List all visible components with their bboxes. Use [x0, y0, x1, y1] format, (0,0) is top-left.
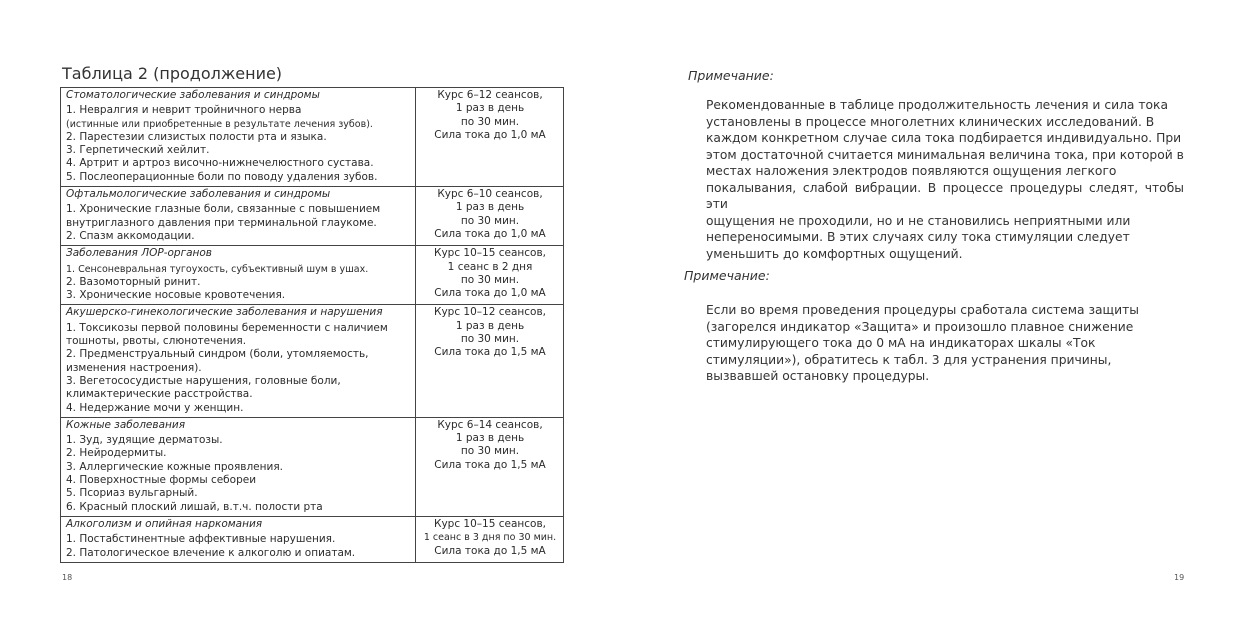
- dosage-cell: [416, 516, 564, 562]
- condition-item: 5. Псориаз вульгарный.: [66, 487, 198, 500]
- note-line: установлены в процессе многолетних клинических исследований. В: [706, 114, 1155, 129]
- condition-item: 3. Аллергические кожные проявления.: [66, 460, 283, 473]
- dosage-line: по 30 мин.: [460, 214, 520, 227]
- category-heading: Акушерско-гинекологические заболевания и нарушения: [66, 306, 383, 319]
- dosage-line: Сила тока до 1,0 мА: [434, 287, 546, 300]
- dosage-line: 1 сеанс в 3 дня по 30 мин.: [423, 532, 557, 544]
- dosage-line: Курс 10–15 сеансов,: [433, 247, 546, 260]
- condition-item: 1. Постабстинентные аффективные нарушения.: [66, 533, 336, 546]
- condition-item: 5. Послеоперационные боли по поводу удаления зубов.: [66, 170, 378, 183]
- condition-item: изменения настроения).: [66, 361, 202, 374]
- condition-cell: [61, 516, 416, 562]
- note-text-1: [706, 97, 1184, 262]
- dosage-cell: [416, 187, 564, 246]
- condition-item: 6. Красный плоский лишай, в.т.ч. полости рта: [66, 500, 323, 513]
- note-line: стимуляции»), обратитесь к табл. 3 для устранения причины,: [706, 352, 1112, 367]
- dosage-line: Сила тока до 1,5 мА: [434, 458, 546, 471]
- category-heading: Заболевания ЛОР-органов: [66, 247, 213, 260]
- condition-item: 3. Вегетососудистые нарушения, головные боли,: [66, 374, 341, 387]
- table-row: [61, 305, 564, 417]
- dosage-line: Сила тока до 1,5 мА: [434, 544, 546, 557]
- page-number-right: 19: [1174, 573, 1185, 582]
- dosage-cell: [416, 305, 564, 417]
- condition-item: 2. Патологическое влечение к алкоголю и опиатам.: [66, 546, 356, 559]
- table-row: [61, 187, 564, 246]
- condition-item: тошноты, рвоты, слюнотечения.: [66, 335, 247, 348]
- dosage-line: по 30 мин.: [460, 115, 520, 128]
- condition-item: 4. Недержание мочи у женщин.: [66, 401, 244, 414]
- note-text-2: [706, 302, 1184, 385]
- category-heading: Стоматологические заболевания и синдромы: [66, 89, 320, 101]
- dosage-line: 1 раз в день: [455, 201, 525, 214]
- condition-cell: [61, 246, 416, 305]
- condition-item: 3. Герпетический хейлит.: [66, 144, 210, 157]
- dosage-line: Сила тока до 1,0 мА: [434, 128, 546, 141]
- dosage-line: Курс 10–15 сеансов,: [433, 517, 546, 530]
- condition-item: 1. Невралгия и неврит тройничного нерва: [66, 104, 302, 117]
- note-line: Рекомендованные в таблице продолжительность лечения и сила тока: [706, 98, 1169, 112]
- condition-cell: [61, 88, 416, 187]
- dosage-line: по 30 мин.: [460, 333, 520, 346]
- condition-item: 2. Спазм аккомодации.: [66, 229, 195, 242]
- condition-cell: [61, 187, 416, 246]
- dosage-cell: [416, 417, 564, 516]
- condition-item: (истинные или приобретенные в результате лечения зубов).: [66, 118, 373, 130]
- condition-item: 4. Поверхностные формы себореи: [66, 474, 257, 487]
- dosage-line: 1 раз в день: [455, 432, 525, 445]
- condition-item: 1. Хронические глазные боли, связанные с повышением: [66, 203, 381, 216]
- dosage-line: Сила тока до 1,5 мА: [434, 346, 546, 359]
- dosage-line: 1 раз в день: [455, 319, 525, 332]
- condition-cell: [61, 417, 416, 516]
- dosage-line: Курс 6–10 сеансов,: [437, 188, 543, 201]
- table-row: [61, 246, 564, 305]
- note-line: уменьшить до комфортных ощущений.: [706, 246, 963, 261]
- condition-item: 4. Артрит и артроз височно-нижнечелюстного сустава.: [66, 157, 374, 170]
- note-line: Если во время проведения процедуры сработала система защиты: [706, 303, 1139, 317]
- condition-cell: [61, 305, 416, 417]
- page-number-left: 18: [62, 573, 73, 582]
- note-line: покалывания, слабой вибрации. В процессе процедуры следят, чтобы эти: [706, 180, 1184, 211]
- dosage-line: 1 раз в день: [455, 102, 525, 115]
- note-line: местах наложения электродов появляются ощущения легкого: [706, 164, 1117, 178]
- note-line: стимулирующего тока до 0 мА на индикаторах шкалы «Ток: [706, 336, 1096, 350]
- category-heading: Кожные заболевания: [66, 418, 186, 431]
- note-line: непереносимыми. В этих случаях силу тока стимуляции следует: [706, 230, 1130, 244]
- table-row: [61, 417, 564, 516]
- table-row: [61, 516, 564, 562]
- dosage-line: 1 сеанс в 2 дня: [447, 260, 533, 273]
- note-line: вызвавшей остановку процедуры.: [706, 369, 930, 383]
- table-row: [61, 88, 564, 187]
- note-line: (загорелся индикатор «Защита» и произошло плавное снижение: [706, 319, 1134, 334]
- dosage-line: Сила тока до 1,0 мА: [434, 227, 546, 240]
- condition-item: 2. Предменструальный синдром (боли, утомляемость,: [66, 348, 369, 361]
- table-title: Таблица 2 (продолжение): [62, 64, 283, 83]
- condition-item: 3. Хронические носовые кровотечения.: [66, 289, 286, 302]
- condition-item: климактерические расстройства.: [66, 388, 253, 401]
- dosage-cell: [416, 246, 564, 305]
- category-heading: Офтальмологические заболевания и синдромы: [66, 188, 331, 201]
- condition-item: 1. Токсикозы первой половины беременности с наличием: [66, 321, 388, 334]
- note-line: ощущения не проходили, но и не становились неприятными или: [706, 213, 1131, 228]
- dosage-cell: [416, 88, 564, 187]
- condition-item: 1. Зуд, зудящие дерматозы.: [66, 434, 223, 447]
- note-label-1: Примечание:: [688, 68, 774, 83]
- dosage-line: по 30 мин.: [460, 445, 520, 458]
- treatment-table: [60, 87, 564, 563]
- condition-item: внутриглазного давления при терминальной глаукоме.: [66, 216, 377, 229]
- dosage-line: Курс 6–14 сеансов,: [437, 418, 543, 431]
- note-line: каждом конкретном случае сила тока подбирается индивидуально. При: [706, 131, 1182, 145]
- condition-item: 2. Парестезии слизистых полости рта и языка.: [66, 130, 327, 143]
- dosage-line: Курс 6–12 сеансов,: [437, 89, 543, 101]
- dosage-line: Курс 10–12 сеансов,: [433, 306, 546, 319]
- note-line: этом достаточной считается минимальная величина тока, при которой в: [706, 147, 1184, 162]
- note-label-2: Примечание:: [684, 268, 770, 283]
- right-page: [624, 0, 1248, 624]
- dosage-line: по 30 мин.: [460, 273, 520, 286]
- condition-item: 1. Сенсоневральная тугоухость, субъективный шум в ушах.: [66, 263, 369, 275]
- category-heading: Алкоголизм и опийная наркомания: [66, 517, 263, 530]
- condition-item: 2. Нейродермиты.: [66, 447, 167, 460]
- condition-item: 2. Вазомоторный ринит.: [66, 275, 201, 288]
